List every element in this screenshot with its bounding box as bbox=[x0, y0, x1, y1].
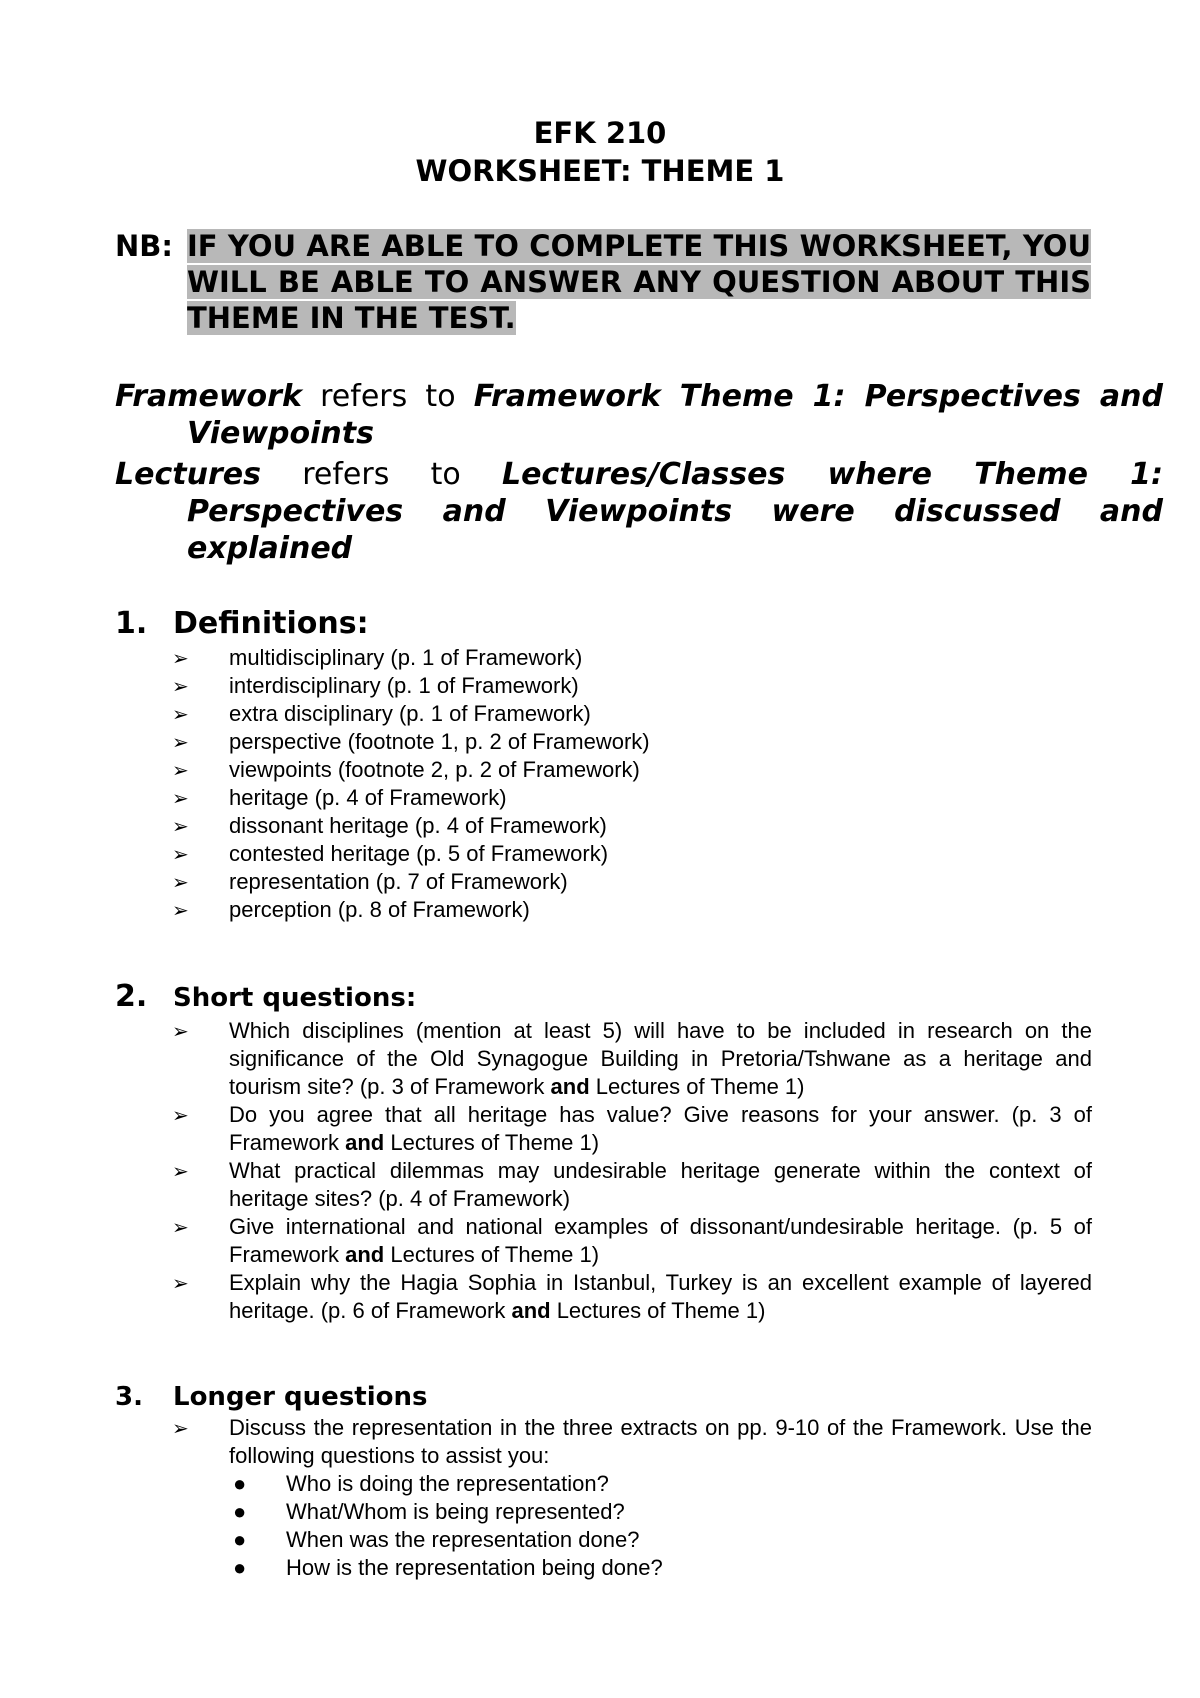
list-item-text: dissonant heritage (p. 4 of Framework) bbox=[229, 813, 607, 838]
list-item-text: representation (p. 7 of Framework) bbox=[229, 869, 568, 894]
arrowhead-bullet-icon: ➢ bbox=[172, 702, 189, 726]
section-number: 1. bbox=[115, 606, 148, 641]
question-text: Discuss the representation in the three extracts on pp. 9-10 of the Framework. Use the following questions to assist you: bbox=[229, 1415, 1092, 1468]
nb-label: NB: bbox=[115, 229, 173, 263]
section-short-questions-heading bbox=[115, 980, 416, 1015]
short-questions-list bbox=[172, 1017, 1092, 1325]
nb-notice bbox=[187, 228, 1091, 336]
sub-question-text: How is the representation being done? bbox=[286, 1555, 663, 1580]
list-item-text: extra disciplinary (p. 1 of Framework) bbox=[229, 701, 591, 726]
definition-term: Lectures bbox=[115, 457, 261, 492]
arrowhead-bullet-icon: ➢ bbox=[172, 786, 189, 810]
question-emphasis: and bbox=[345, 1242, 385, 1267]
round-bullet-icon: ● bbox=[233, 1555, 247, 1580]
list-item bbox=[172, 756, 1092, 784]
arrowhead-bullet-icon: ➢ bbox=[172, 1215, 189, 1239]
arrowhead-bullet-icon: ➢ bbox=[172, 898, 189, 922]
list-item-text: perception (p. 8 of Framework) bbox=[229, 897, 530, 922]
list-item bbox=[172, 1414, 1092, 1582]
list-item bbox=[172, 840, 1092, 868]
question-text-end: Lectures of Theme 1) bbox=[550, 1298, 766, 1323]
question-text: Do you agree that all heritage has value? Give reasons for your answer. (p. 3 of Framework bbox=[229, 1102, 1092, 1155]
arrowhead-bullet-icon: ➢ bbox=[172, 814, 189, 838]
arrowhead-bullet-icon: ➢ bbox=[172, 730, 189, 754]
list-item bbox=[172, 1157, 1092, 1213]
question-text-end: Lectures of Theme 1) bbox=[589, 1074, 805, 1099]
list-item bbox=[172, 1017, 1092, 1101]
list-item-text: viewpoints (footnote 2, p. 2 of Framework) bbox=[229, 757, 640, 782]
longer-questions-list bbox=[172, 1414, 1092, 1582]
section-title: Definitions: bbox=[173, 606, 369, 641]
question-text-end: Lectures of Theme 1) bbox=[384, 1242, 600, 1267]
round-bullet-icon: ● bbox=[233, 1527, 247, 1552]
list-item bbox=[172, 812, 1092, 840]
definition-meaning: Lectures/Classes where Theme 1: Perspectives and Viewpoints were discussed and explained bbox=[187, 457, 1163, 566]
worksheet-title: WORKSHEET: THEME 1 bbox=[415, 154, 785, 188]
arrowhead-bullet-icon: ➢ bbox=[172, 870, 189, 894]
section-number: 3. bbox=[115, 1382, 143, 1412]
list-item bbox=[172, 896, 1092, 924]
list-item bbox=[172, 1213, 1092, 1269]
definition-term: Framework bbox=[115, 379, 302, 414]
framework-definition bbox=[115, 378, 1163, 452]
section-longer-questions-heading bbox=[115, 1380, 427, 1414]
definition-meaning: Framework Theme 1: Perspectives and Viewpoints bbox=[187, 379, 1163, 451]
list-item bbox=[229, 1554, 1092, 1582]
sub-question-text: What/Whom is being represented? bbox=[286, 1499, 625, 1524]
section-title: Longer questions bbox=[173, 1382, 428, 1412]
list-item bbox=[172, 700, 1092, 728]
list-item-text: multidisciplinary (p. 1 of Framework) bbox=[229, 645, 583, 670]
round-bullet-icon: ● bbox=[233, 1499, 247, 1524]
round-bullet-icon: ● bbox=[233, 1471, 247, 1496]
arrowhead-bullet-icon: ➢ bbox=[172, 646, 189, 670]
definition-connector: refers to bbox=[260, 457, 502, 492]
list-item bbox=[172, 1269, 1092, 1325]
question-text-end: Lectures of Theme 1) bbox=[384, 1130, 600, 1155]
list-item bbox=[172, 672, 1092, 700]
sub-question-text: Who is doing the representation? bbox=[286, 1471, 609, 1496]
list-item-text: contested heritage (p. 5 of Framework) bbox=[229, 841, 609, 866]
arrowhead-bullet-icon: ➢ bbox=[172, 1271, 189, 1295]
section-title: Short questions: bbox=[173, 983, 417, 1013]
list-item bbox=[229, 1526, 1092, 1554]
section-definitions-heading bbox=[115, 605, 369, 643]
list-item-text: heritage (p. 4 of Framework) bbox=[229, 785, 507, 810]
lectures-definition bbox=[115, 456, 1163, 567]
course-code: EFK 210 bbox=[533, 116, 667, 150]
definitions-list bbox=[172, 644, 1092, 924]
arrowhead-bullet-icon: ➢ bbox=[172, 1019, 189, 1043]
list-item bbox=[172, 868, 1092, 896]
list-item bbox=[172, 1101, 1092, 1157]
definition-connector: refers to bbox=[301, 379, 474, 414]
list-item-text: perspective (footnote 1, p. 2 of Framework) bbox=[229, 729, 650, 754]
arrowhead-bullet-icon: ➢ bbox=[172, 1159, 189, 1183]
list-item-text: interdisciplinary (p. 1 of Framework) bbox=[229, 673, 579, 698]
question-emphasis: and bbox=[511, 1298, 551, 1323]
question-text: What practical dilemmas may undesirable heritage generate within the context of heritage sites? (p. 4 of Framework) bbox=[229, 1158, 1092, 1211]
list-item bbox=[172, 728, 1092, 756]
question-text: Give international and national examples of dissonant/undesirable heritage. (p. 5 of Framework bbox=[229, 1214, 1092, 1267]
nb-highlighted-text: IF YOU ARE ABLE TO COMPLETE THIS WORKSHEET, YOU WILL BE ABLE TO ANSWER ANY QUESTION ABOUT THIS THEME IN THE TEST. bbox=[187, 229, 1091, 335]
list-item bbox=[172, 644, 1092, 672]
question-text: Explain why the Hagia Sophia in Istanbul, Turkey is an excellent example of layered heritage. (p. 6 of Framework bbox=[229, 1270, 1092, 1323]
arrowhead-bullet-icon: ➢ bbox=[172, 842, 189, 866]
question-emphasis: and bbox=[550, 1074, 590, 1099]
list-item bbox=[229, 1470, 1092, 1498]
question-emphasis: and bbox=[345, 1130, 385, 1155]
list-item bbox=[229, 1498, 1092, 1526]
arrowhead-bullet-icon: ➢ bbox=[172, 1416, 189, 1440]
list-item bbox=[172, 784, 1092, 812]
section-number: 2. bbox=[115, 979, 148, 1014]
question-text: Which disciplines (mention at least 5) will have to be included in research on the significance of the Old Synagogue Building in Pretoria/Tshwane as a heritage and tourism site? (p. 3 of Framework bbox=[229, 1018, 1092, 1099]
arrowhead-bullet-icon: ➢ bbox=[172, 674, 189, 698]
arrowhead-bullet-icon: ➢ bbox=[172, 758, 189, 782]
sub-question-list bbox=[229, 1470, 1092, 1582]
sub-question-text: When was the representation done? bbox=[286, 1527, 640, 1552]
arrowhead-bullet-icon: ➢ bbox=[172, 1103, 189, 1127]
